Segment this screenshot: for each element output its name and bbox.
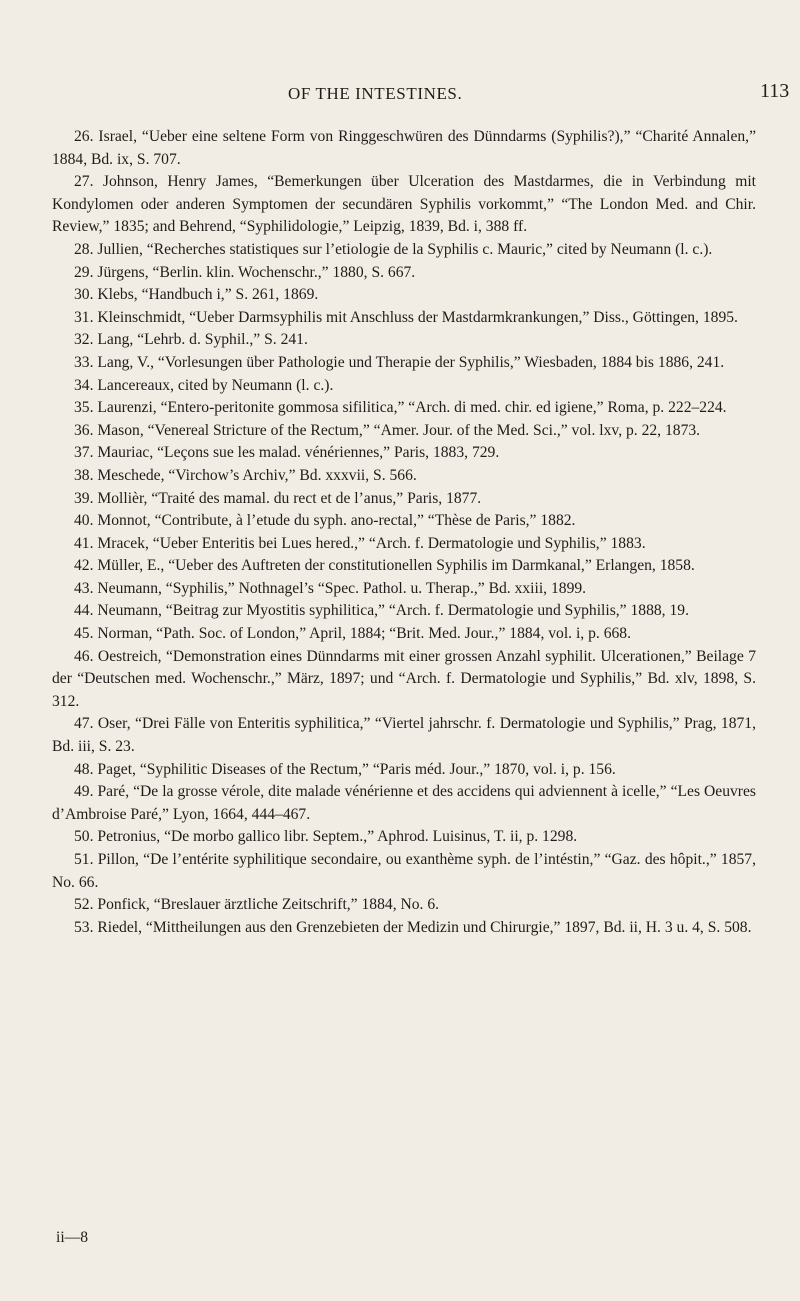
reference-entry: 26. Israel, “Ueber eine seltene Form von Ringgeschwüren des Dünndarms (Syphilis?),” “Charité Annalen,” 1884, Bd. ix, S. 707. [52,128,756,168]
reference-entry: 37. Mauriac, “Leçons sue les malad. vénériennes,” Paris, 1883, 729. [74,444,500,462]
reference-entry: 32. Lang, “Lehrb. d. Syphil.,” S. 241. [74,331,308,349]
reference-entry: 45. Norman, “Path. Soc. of London,” April, 1884; “Brit. Med. Jour.,” 1884, vol. i, p. 668. [74,625,631,643]
reference-entry: 42. Müller, E., “Ueber des Auftreten der constitutionellen Syphilis im Darmkanal,” Erlangen, 1858. [74,557,695,575]
reference-entry: 40. Monnot, “Contribute, à l’etude du syph. ano-rectal,” “Thèse de Paris,” 1882. [74,512,576,530]
reference-entry: 39. Mollièr, “Traité des mamal. du rect et de l’anus,” Paris, 1877. [74,489,482,507]
reference-entry: 38. Meschede, “Virchow’s Archiv,” Bd. xxxvii, S. 566. [74,466,417,484]
reference-entry: 47. Oser, “Drei Fälle von Enteritis syphilitica,” “Viertel jahrschr. f. Dermatologie und Syphilis,” Prag, 1871, Bd. iii, S. 23. [52,715,756,756]
reference-entry: 51. Pillon, “De l’entérite syphilitique secondaire, ou exanthème syph. de l’intéstin,” “Gaz. des hôpit.,” 1857, No. 66. [52,851,756,891]
reference-entry: 49. Paré, “De la grosse vérole, dite malade vénérienne et des accidens qui adviennent à icelle,” “Les Oeuvres d’Ambroise Paré,” Lyon, 1664, 444–467. [52,783,756,823]
reference-entry: 35. Laurenzi, “Entero-peritonite gommosa sifilitica,” “Arch. di med. chir. ed igiene,” Roma, p. 222–224. [74,399,727,417]
reference-entry: 34. Lancereaux, cited by Neumann (l. c.). [74,376,334,394]
page-number: 113 [760,80,790,102]
reference-entry: 29. Jürgens, “Berlin. klin. Wochenschr.,” 1880, S. 667. [74,263,416,281]
signature-mark: ii—8 [56,1229,89,1246]
reference-entry: 30. Klebs, “Handbuch i,” S. 261, 1869. [74,286,319,304]
reference-entry: 50. Petronius, “De morbo gallico libr. Septem.,” Aphrod. Luisinus, T. ii, p. 1298. [74,828,578,846]
reference-entry: 36. Mason, “Venereal Stricture of the Rectum,” “Amer. Jour. of the Med. Sci.,” vol. lxv, p. 22, 1873. [74,421,701,439]
reference-entry: 33. Lang, V., “Vorlesungen über Pathologie und Therapie der Syphilis,” Wiesbaden, 1884 bis 1886, 241. [74,353,725,371]
reference-entry: 27. Johnson, Henry James, “Bemerkungen über Ulceration des Mastdarmes, die in Verbindung mit Kondylomen oder anderen Symptomen der secundären Syphilis vorkommt,” “The London Med. and Chir. Review,” 1835; and Behrend, “Syphilidologie,” Leipzig, 1839, Bd. i, 388 ff. [52,173,756,236]
reference-entry: 41. Mracek, “Ueber Enteritis bei Lues hered.,” “Arch. f. Dermatologie und Syphilis,” 1883. [74,534,646,552]
reference-entry: 52. Ponfick, “Breslauer ärztliche Zeitschrift,” 1884, No. 6. [74,896,440,914]
reference-entry: 44. Neumann, “Beitrag zur Myostitis syphilitica,” “Arch. f. Dermatologie und Syphilis,” 1888, 19. [74,602,689,620]
reference-entry: 28. Jullien, “Recherches statistiques sur l’etiologie de la Syphilis c. Mauric,” cited by Neumann (l. c.). [74,240,713,258]
reference-entry: 31. Kleinschmidt, “Ueber Darmsyphilis mit Anschluss der Mastdarmkrankungen,” Diss., Göttingen, 1895. [74,308,738,326]
running-title: OF THE INTESTINES. [288,84,463,103]
reference-entry: 43. Neumann, “Syphilis,” Nothnagel’s “Spec. Pathol. u. Therap.,” Bd. xxiii, 1899. [74,579,587,597]
reference-entry: 53. Riedel, “Mittheilungen aus den Grenzebieten der Medizin und Chirurgie,” 1897, Bd. ii, H. 3 u. 4, S. 508. [74,918,752,936]
reference-entry: 46. Oestreich, “Demonstration eines Dünndarms mit einer grossen Anzahl syphilit. Ulcerationen,” Beilage 7 der “Deutschen med. Wochenschr.,” März, 1897; und “Arch. f. Dermatologie und Syphilis,” Bd. xlv, 1898, S. 312. [52,647,756,710]
reference-list [52,126,756,939]
reference-entry: 48. Paget, “Syphilitic Diseases of the Rectum,” “Paris méd. Jour.,” 1870, vol. i, p. 156. [74,760,616,778]
